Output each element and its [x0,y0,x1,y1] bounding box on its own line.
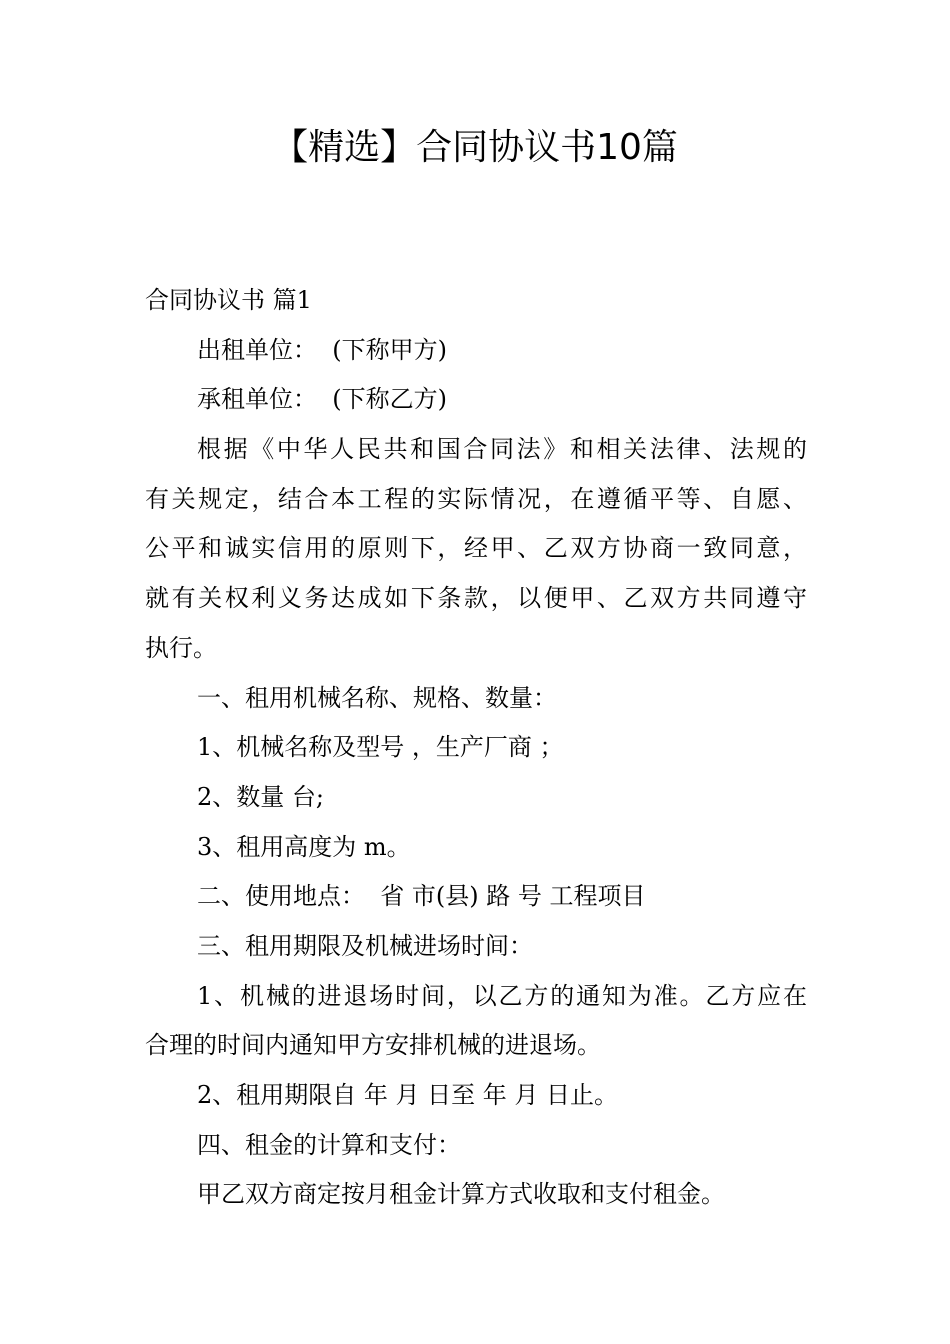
section-heading: 合同协议书 篇1 [145,286,312,314]
paragraph-line: 就有关权利义务达成如下条款，以便甲、乙双方共同遵守 [145,584,807,613]
paragraph-line: 合理的时间内通知甲方安排机械的进退场。 [145,1031,601,1060]
paragraph-line: 二、使用地点： 省 市(县) 路 号 工程项目 [197,882,646,911]
document-title: 【精选】合同协议书10篇 [272,127,678,168]
paragraph-line: 公平和诚实信用的原则下，经甲、乙双方协商一致同意， [145,534,807,563]
document-body [145,276,807,1220]
paragraph-line: 承租单位： (下称乙方) [197,385,447,414]
paragraph-line: 三、租用期限及机械进场时间： [197,931,533,960]
paragraph-line: 有关规定，结合本工程的实际情况，在遵循平等、自愿、 [145,484,807,513]
paragraph-line: 甲乙双方商定按月租金计算方式收取和支付租金。 [197,1180,725,1209]
paragraph-line: 2、数量 台; [197,782,324,811]
paragraph-line: 执行。 [145,633,217,662]
paragraph-line: 出租单位： (下称甲方) [197,335,447,364]
paragraph-line: 四、租金的计算和支付： [197,1130,461,1159]
paragraph-line: 2、租用期限自 年 月 日至 年 月 日止。 [197,1081,619,1109]
paragraph-line: 一、租用机械名称、规格、数量： [197,683,557,712]
paragraph-line: 1、机械的进退场时间，以乙方的通知为准。乙方应在 [197,981,807,1010]
paragraph-line: 1、机械名称及型号 ，生产厂商 ； [197,733,564,762]
paragraph-line: 根据《中华人民共和国合同法》和相关法律、法规的 [197,435,807,464]
paragraph-line: 3、租用高度为 m。 [197,832,411,861]
